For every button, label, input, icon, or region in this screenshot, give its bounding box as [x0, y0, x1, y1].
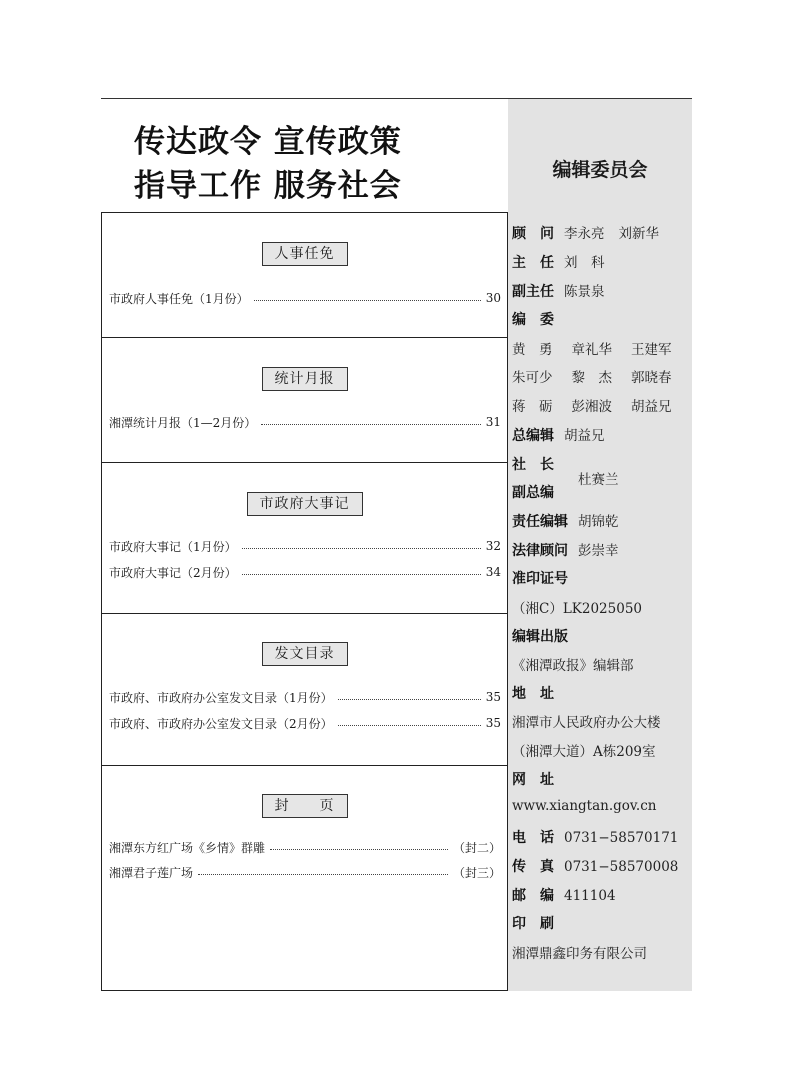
slogan-line-1: 传达政令 宣传政策	[134, 124, 402, 160]
publisher-label-row	[512, 626, 568, 646]
postcode-row	[512, 885, 616, 905]
toc-entry[interactable]	[109, 713, 501, 733]
entry-page: （封三）	[452, 865, 501, 880]
leader-dots	[270, 849, 448, 850]
printer-label: 印 刷	[512, 916, 554, 932]
editor-in-chief-row	[512, 424, 605, 445]
phone-number: 0731−58570171	[564, 830, 679, 846]
website-label: 网 址	[512, 772, 554, 788]
leader-dots	[242, 548, 481, 549]
legal-advisor-label: 法律顾问	[512, 543, 568, 559]
toc-section-events	[102, 463, 507, 614]
director-name: 刘 科	[564, 255, 605, 271]
publisher-label: 编辑出版	[512, 629, 568, 645]
toc-entry[interactable]	[109, 862, 501, 882]
deputy-chief-editor-row	[512, 482, 554, 502]
editorial-committee-sidebar	[508, 99, 692, 991]
toc-entry[interactable]	[109, 687, 501, 707]
member-name: 黄 勇	[512, 342, 553, 358]
toc-section-personnel	[102, 213, 507, 338]
website-url[interactable]: www.xiangtan.gov.cn	[512, 798, 657, 814]
postcode-label: 邮 编	[512, 888, 554, 904]
member-name: 朱可少	[512, 370, 553, 386]
fax-row	[512, 856, 678, 876]
permit-number-row	[512, 597, 642, 617]
responsible-editor-name: 胡锦乾	[578, 514, 619, 530]
legal-advisor-name: 彭崇幸	[578, 543, 619, 559]
members-line	[512, 366, 672, 386]
address-text: 湘潭市人民政府办公大楼	[512, 715, 661, 731]
member-name: 王建军	[631, 342, 672, 358]
address-line-2	[512, 740, 656, 760]
member-name: 郭晓春	[631, 370, 672, 386]
president-name: 杜赛兰	[578, 472, 619, 488]
entry-page: 31	[485, 415, 501, 429]
fax-label: 传 真	[512, 859, 554, 875]
leader-dots	[254, 300, 481, 301]
entry-title: 湘潭统计月报（1—2月份）	[109, 415, 257, 430]
slogan	[101, 99, 508, 212]
toc-entry[interactable]	[109, 536, 501, 556]
toc-entry[interactable]	[109, 412, 501, 432]
section-title: 封 页	[262, 794, 348, 818]
address-label: 地 址	[512, 686, 554, 702]
committee-members-label: 编 委	[512, 312, 554, 328]
printer-name: 湘潭鼎鑫印务有限公司	[512, 946, 647, 962]
advisor-name: 刘新华	[618, 226, 659, 242]
committee-members-row	[512, 309, 554, 329]
committee-title: 编辑委员会	[552, 159, 648, 181]
deputy-chief-editor-label: 副总编	[512, 485, 554, 501]
toc-entry[interactable]	[109, 288, 501, 308]
entry-title: 市政府人事任免（1月份）	[109, 291, 249, 306]
permit-label-row	[512, 568, 568, 588]
address-text: （湘潭大道）A栋209室	[512, 744, 656, 760]
section-title: 人事任免	[262, 242, 348, 266]
printer-row	[512, 942, 647, 962]
responsible-editor-label: 责任编辑	[512, 514, 568, 530]
member-name: 蒋 砺	[512, 399, 553, 415]
toc-section-cover	[102, 766, 507, 990]
printer-label-row	[512, 913, 554, 933]
section-title: 统计月报	[262, 367, 348, 391]
deputy-director-name: 陈景泉	[564, 284, 605, 300]
website-label-row	[512, 769, 554, 789]
director-row	[512, 251, 605, 272]
advisor-row	[512, 222, 659, 243]
entry-page: （封二）	[452, 840, 501, 855]
members-line	[512, 338, 672, 358]
president-label: 社 长	[512, 457, 554, 473]
legal-advisor-row	[512, 539, 619, 560]
advisor-name: 李永亮	[564, 226, 605, 242]
entry-page: 35	[485, 716, 501, 730]
section-title: 市政府大事记	[247, 492, 363, 516]
publisher-row	[512, 654, 634, 674]
member-name: 胡益兄	[631, 399, 672, 415]
address-line-1	[512, 711, 661, 731]
entry-title: 湘潭东方红广场《乡情》群雕	[109, 840, 266, 855]
fax-number: 0731−58570008	[564, 859, 679, 875]
leader-dots	[338, 699, 481, 700]
phone-label: 电 话	[512, 830, 554, 846]
phone-row	[512, 827, 678, 847]
member-name: 黎 杰	[571, 370, 612, 386]
member-name: 章礼华	[571, 342, 612, 358]
permit-number: （湘C）LK2025050	[512, 601, 643, 617]
entry-page: 34	[485, 565, 501, 579]
entry-title: 市政府、市政府办公室发文目录（2月份）	[109, 716, 333, 731]
leader-dots	[242, 574, 481, 575]
publisher-name: 《湘潭政报》编辑部	[512, 658, 634, 674]
editor-in-chief-label: 总编辑	[512, 428, 554, 444]
responsible-editor-row	[512, 510, 619, 531]
entry-title: 市政府大事记（1月份）	[109, 539, 237, 554]
members-line	[512, 395, 672, 415]
president-label-row	[512, 454, 554, 474]
entry-title: 湘潭君子莲广场	[109, 865, 194, 880]
deputy-director-label: 副主任	[512, 284, 554, 300]
address-label-row	[512, 683, 554, 703]
section-title: 发文目录	[262, 642, 348, 666]
permit-label: 准印证号	[512, 571, 568, 587]
toc-section-statistics	[102, 338, 507, 463]
slogan-line-2: 指导工作 服务社会	[134, 168, 402, 204]
member-name: 彭湘波	[571, 399, 612, 415]
postcode-value: 411104	[564, 888, 616, 904]
entry-page: 30	[485, 291, 501, 305]
deputy-director-row	[512, 280, 605, 301]
leader-dots	[261, 424, 480, 425]
advisor-label: 顾 问	[512, 226, 554, 242]
table-of-contents	[101, 212, 508, 991]
leader-dots	[198, 874, 448, 875]
toc-entry[interactable]	[109, 837, 501, 857]
entry-title: 市政府大事记（2月份）	[109, 565, 237, 580]
website-row	[512, 798, 656, 814]
toc-entry[interactable]	[109, 562, 501, 582]
toc-section-documents	[102, 614, 507, 766]
entry-page: 35	[485, 690, 501, 704]
leader-dots	[338, 725, 481, 726]
president-name-row	[578, 468, 619, 488]
entry-title: 市政府、市政府办公室发文目录（1月份）	[109, 690, 333, 705]
editor-in-chief-name: 胡益兄	[564, 428, 605, 444]
director-label: 主 任	[512, 255, 554, 271]
entry-page: 32	[485, 539, 501, 553]
